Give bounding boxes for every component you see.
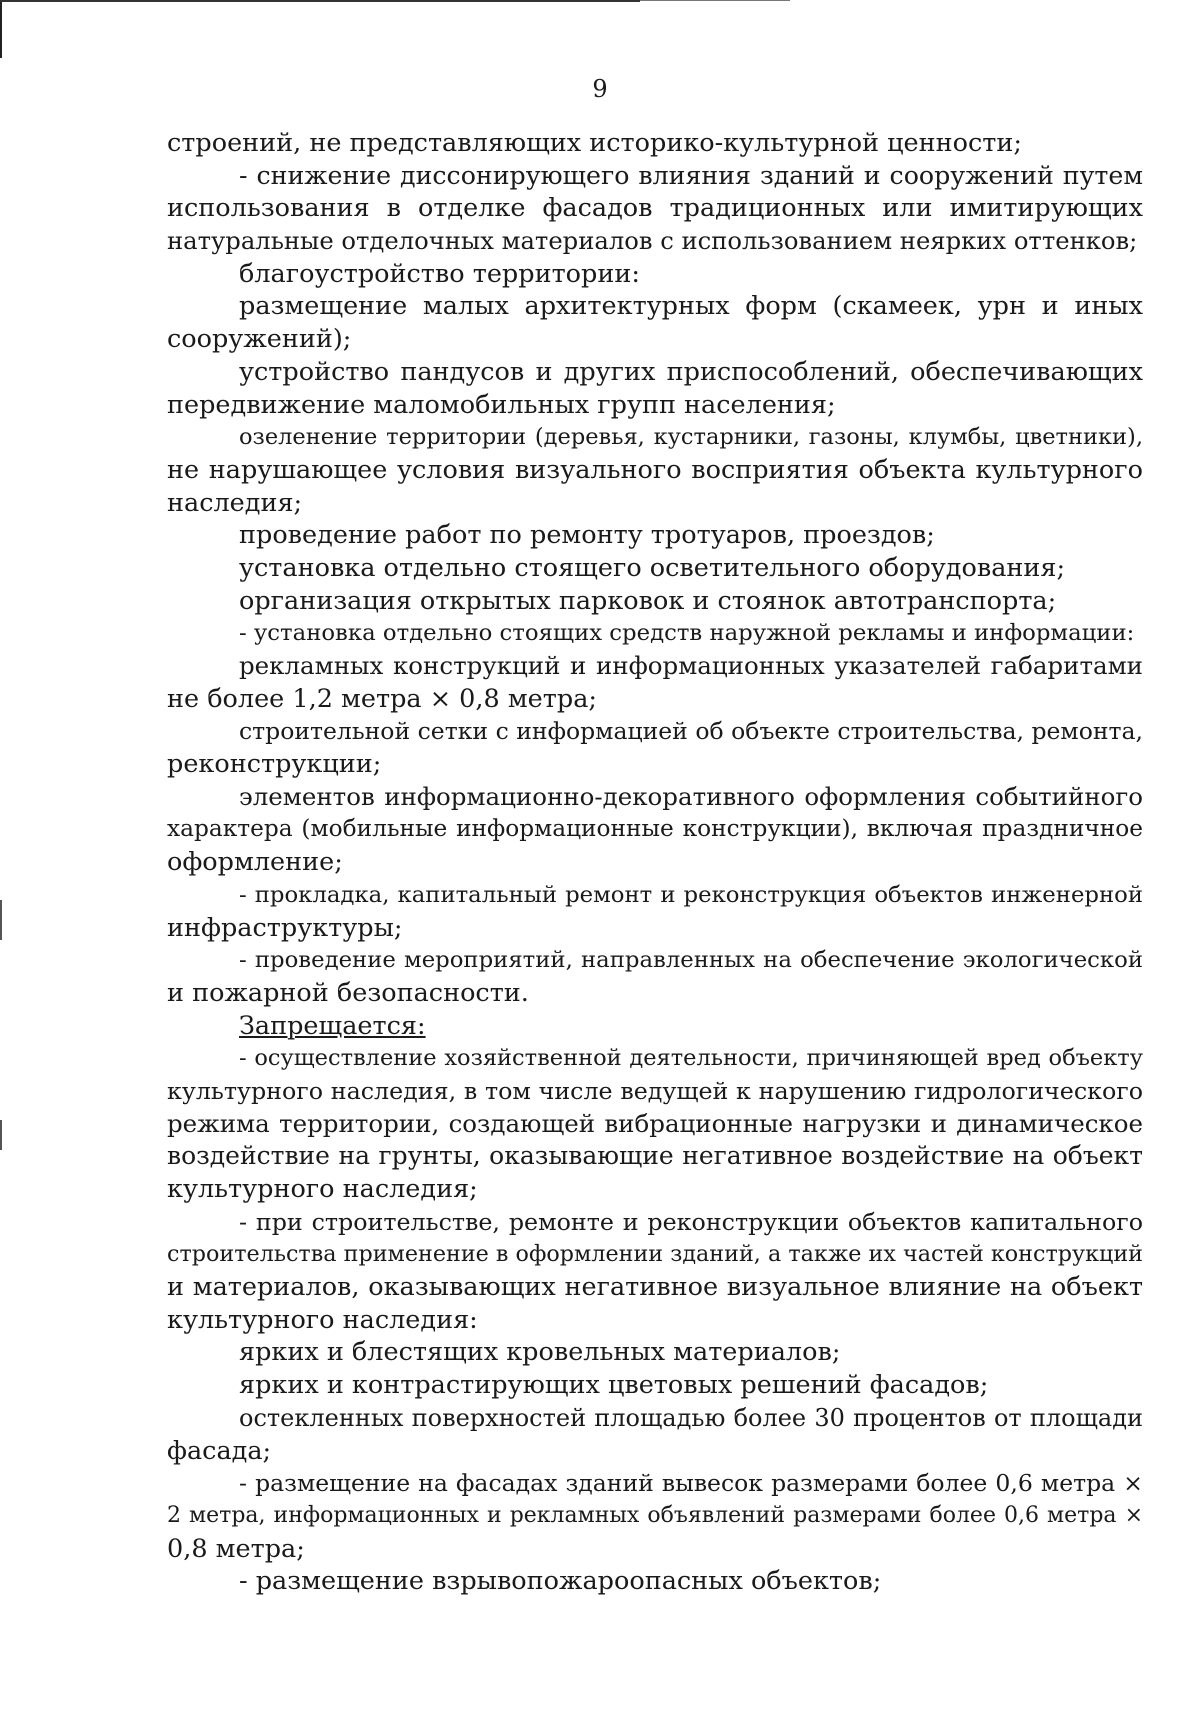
text-line: организация открытых парковок и стоянок автотранспорта; xyxy=(239,585,1057,616)
text-line: сооружений); xyxy=(167,324,352,355)
text-line: воздействие на грунты, оказывающие негативное воздействие на объект xyxy=(167,1141,1143,1171)
text-line: наследия; xyxy=(167,487,303,518)
text-line: оформление; xyxy=(167,847,343,878)
text-line: устройство пандусов и других приспособлений, обеспечивающих xyxy=(239,356,1143,387)
text-line: реконструкции; xyxy=(167,749,382,780)
text-line: инфраструктуры; xyxy=(167,912,403,943)
text-line: - при строительстве, ремонте и реконструкции объектов капитального xyxy=(239,1207,1143,1236)
text-line: ярких и блестящих кровельных материалов; xyxy=(239,1337,841,1368)
text-line: 2 метра, информационных и рекламных объявлений размерами более 0,6 метра × xyxy=(167,1502,1143,1528)
text-line: передвижение маломобильных групп населения; xyxy=(167,389,836,420)
text-line: установка отдельно стоящего осветительного оборудования; xyxy=(239,552,1066,583)
text-line: не более 1,2 метра × 0,8 метра; xyxy=(167,683,597,714)
scan-edge-left xyxy=(0,0,2,58)
text-line: и пожарной безопасности. xyxy=(167,977,529,1008)
text-line: проведение работ по ремонту тротуаров, проездов; xyxy=(239,520,935,551)
text-line: не нарушающее условия визуального восприятия объекта культурного xyxy=(167,454,1143,485)
scan-edge-mark xyxy=(0,900,2,940)
text-line: размещение малых архитектурных форм (скамеек, урн и иных xyxy=(239,291,1143,322)
text-line: озеленение территории (деревья, кустарники, газоны, клумбы, цветники), xyxy=(239,424,1143,451)
text-line: - осуществление хозяйственной деятельности, причиняющей вред объекту xyxy=(239,1045,1143,1072)
section-heading: Запрещается: xyxy=(239,1010,426,1041)
scan-edge-top-faint xyxy=(640,0,790,1)
text-line: рекламных конструкций и информационных указателей габаритами xyxy=(239,651,1143,680)
text-line: - снижение диссонирующего влияния зданий и сооружений путем xyxy=(239,160,1143,190)
text-line: - размещение на фасадах зданий вывесок размерами более 0,6 метра × xyxy=(239,1469,1143,1498)
text-line: - установка отдельно стоящих средств наружной рекламы и информации: xyxy=(239,620,1135,647)
text-line: ярких и контрастирующих цветовых решений фасадов; xyxy=(239,1370,989,1401)
text-line: натуральные отделочных материалов с использованием неярких оттенков; xyxy=(167,226,1138,256)
text-line: строительства применение в оформлении зданий, а также их частей конструкций xyxy=(167,1241,1143,1268)
text-line: культурного наследия; xyxy=(167,1174,478,1204)
scan-edge-mark xyxy=(0,1120,2,1150)
text-line: фасада; xyxy=(167,1435,272,1466)
text-line: 0,8 метра; xyxy=(167,1533,305,1564)
text-line xyxy=(167,1010,1143,1043)
text-line: культурного наследия: xyxy=(167,1304,478,1335)
text-line: строительной сетки с информацией об объекте строительства, ремонта, xyxy=(239,717,1143,746)
text-line: - прокладка, капитальный ремонт и реконструкция объектов инженерной xyxy=(239,881,1143,908)
document-body xyxy=(167,127,1143,1598)
scan-edge-top xyxy=(0,0,640,2)
text-line: использования в отделке фасадов традиционных или имитирующих xyxy=(167,193,1143,224)
page-number: 9 xyxy=(592,75,608,103)
text-line: элементов информационно-декоративного оформления событийного xyxy=(239,781,1143,811)
text-line: - размещение взрывопожароопасных объектов; xyxy=(239,1566,882,1597)
text-line: режима территории, создающей вибрационные нагрузки и динамическое xyxy=(167,1108,1143,1138)
text-line: остекленных поверхностей площадью более 30 процентов от площади xyxy=(239,1403,1143,1432)
text-line: культурного наследия, в том числе ведущей к нарушению гидрологического xyxy=(167,1076,1143,1105)
text-line: благоустройство территории: xyxy=(239,258,640,289)
text-line: строений, не представляющих историко-культурной ценности; xyxy=(167,128,1022,158)
text-line: характера (мобильные информационные конструкции), включая праздничное xyxy=(167,815,1143,843)
text-line: - проведение мероприятий, направленных на обеспечение экологической xyxy=(239,947,1143,974)
text-line: и материалов, оказывающих негативное визуальное влияние на объект xyxy=(167,1272,1143,1303)
